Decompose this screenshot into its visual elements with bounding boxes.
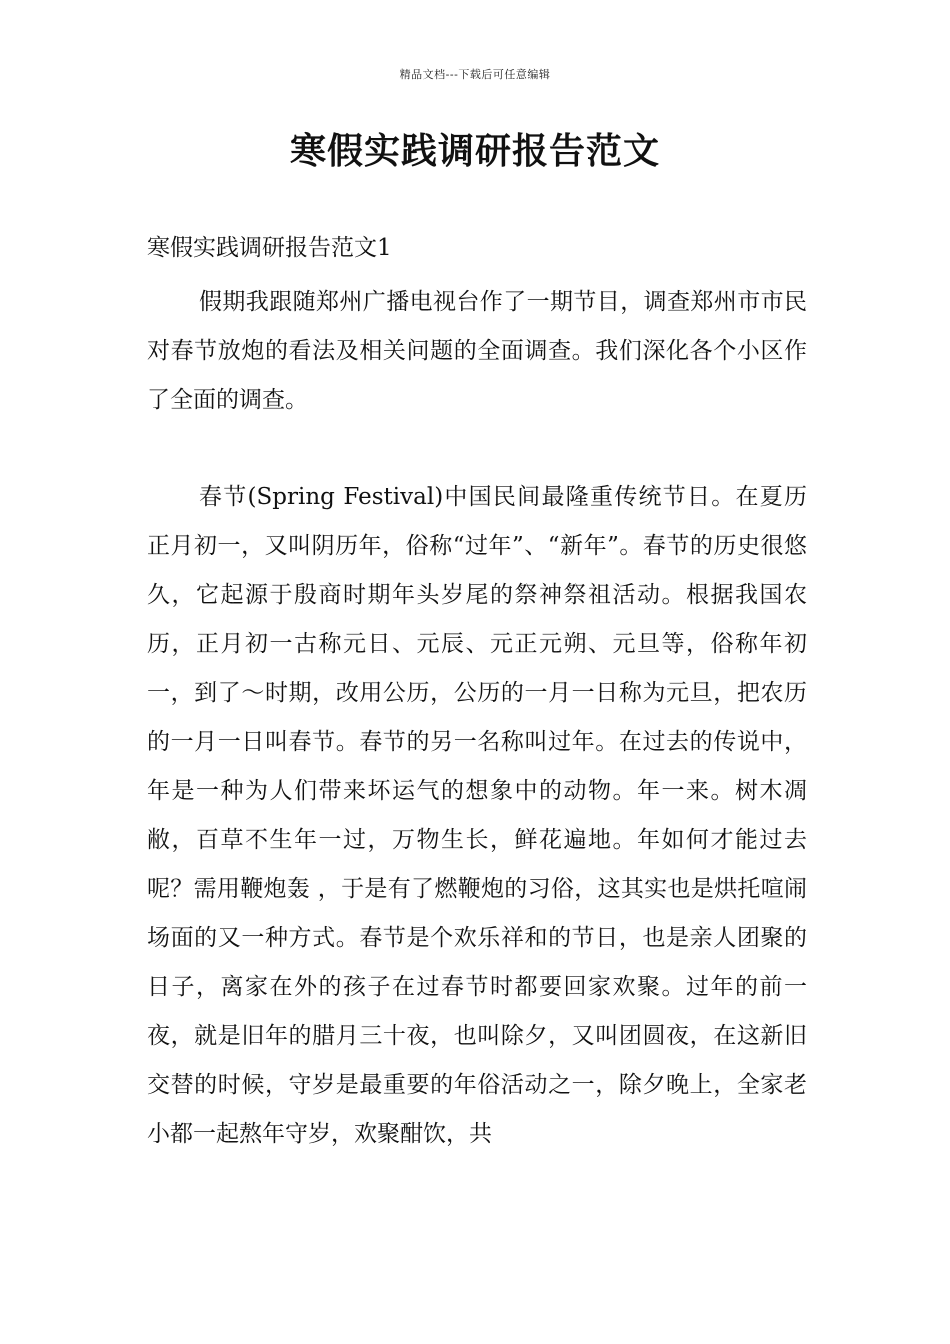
paragraph-intro: 假期我跟随郑州广播电视台作了一期节目，调查郑州市市民对春节放炮的看法及相关问题的全面调查。我们深化各个小区作了全面的调查。 <box>147 289 807 413</box>
section-heading: 寒假实践调研报告范文1 <box>147 235 392 261</box>
paragraph-spring-festival: 春节(Spring Festival)中国民间最隆重传统节日。在夏历正月初一，又叫阴历年，俗称“过年”、“新年”。春节的历史很悠久，它起源于殷商时期年头岁尾的祭神祭祖活动。根据我国农历，正月初一古称元日、元辰、元正元朔、元旦等，俗称年初一，到了～时期，改用公历，公历的一月一日称为元旦，把农历的一月一日叫春节。春节的另一名称叫过年。在过去的传说中，年是一种为人们带来坏运气的想象中的动物。年一来。树木凋敝，百草不生年一过，万物生长，鲜花遍地。年如何才能过去呢？需用鞭炮轰 ，于是有了燃鞭炮的习俗，这其实也是烘托喧闹场面的又一种方式。春节是个欢乐祥和的节日，也是亲人团聚的日子，离家在外的孩子在过春节时都要回家欢聚。过年的前一夜，就是旧年的腊月三十夜，也叫除夕，又叫团圆夜，在这新旧交替的时候，守岁是最重要的年俗活动之一，除夕晚上，全家老小都一起熬年守岁，欢聚酣饮，共 <box>147 484 807 1147</box>
header-note: 精品文档---下载后可任意编辑 <box>399 68 551 81</box>
document-title: 寒假实践调研报告范文 <box>289 130 660 172</box>
